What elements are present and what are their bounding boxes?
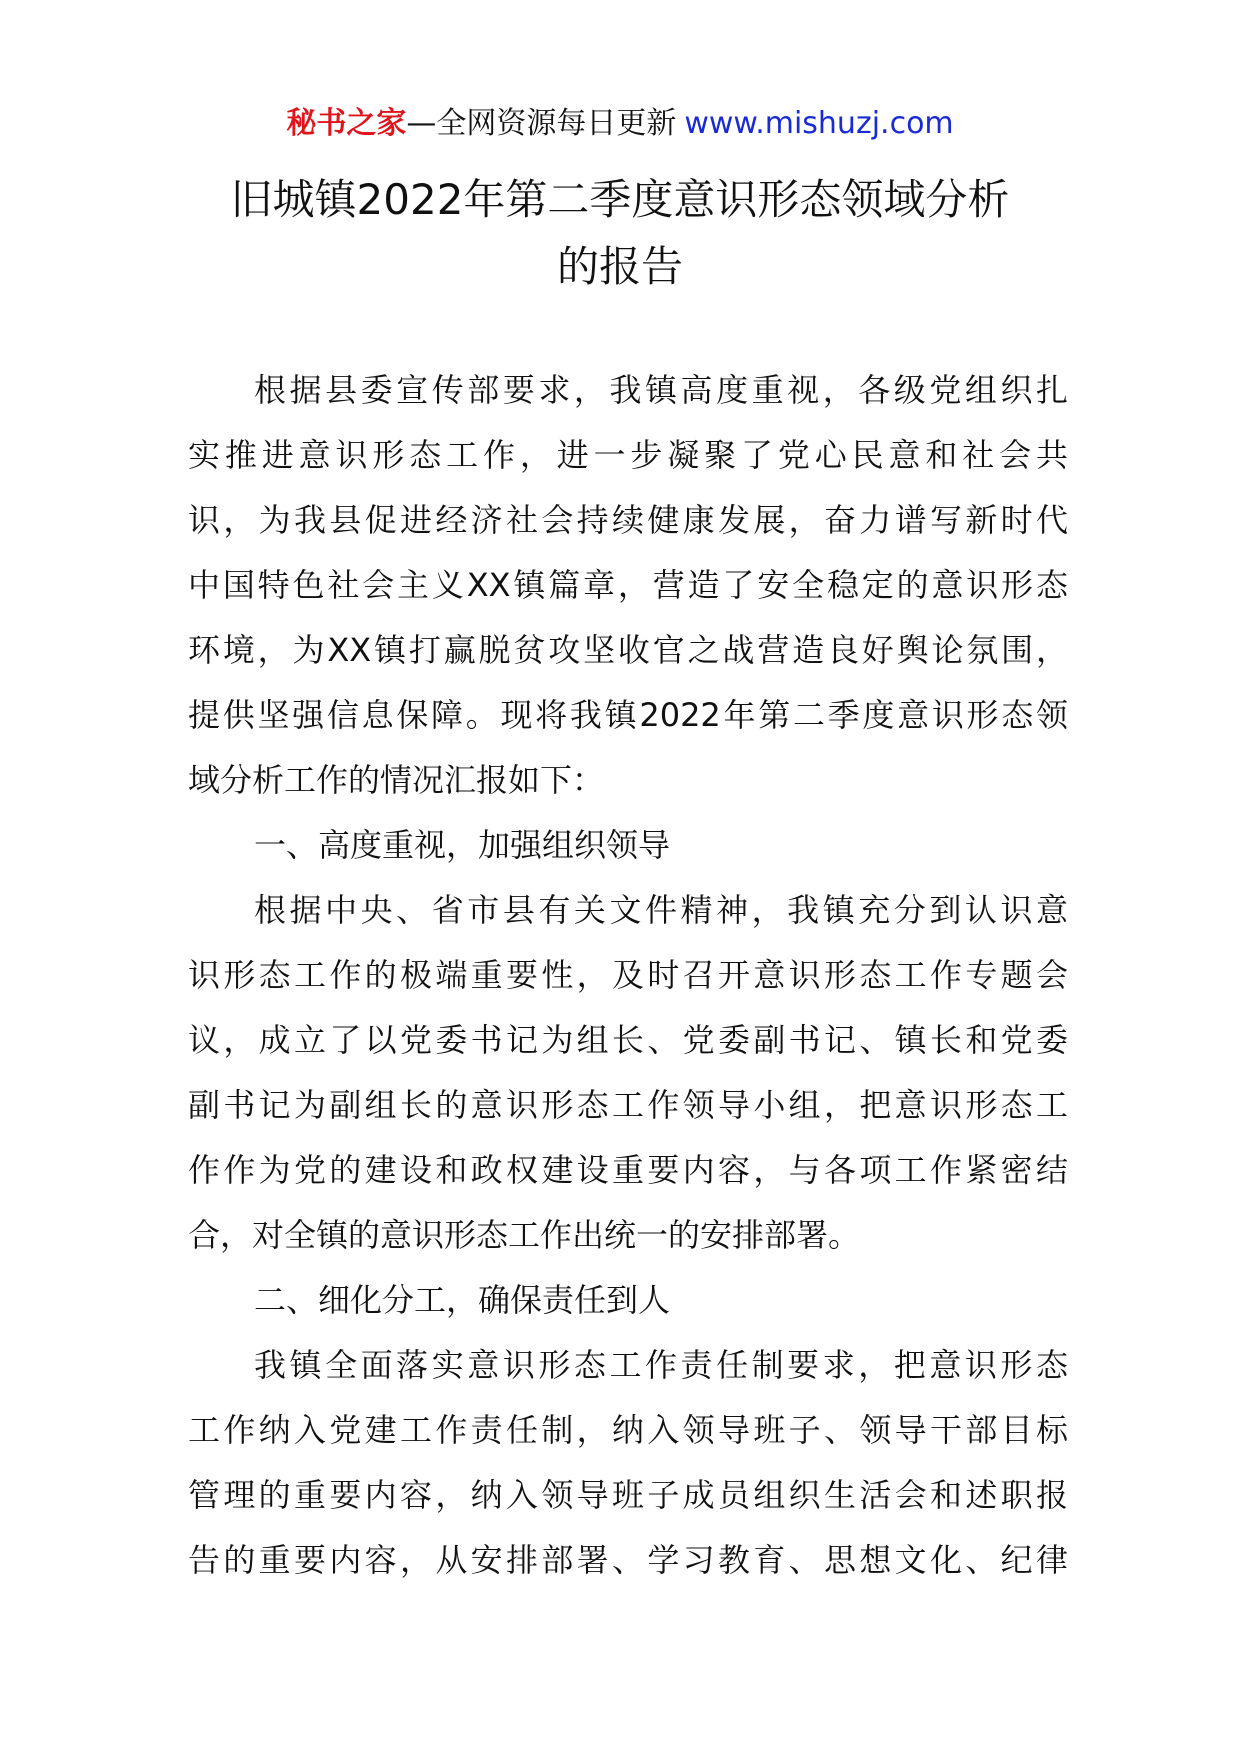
title-line-2: 的报告 xyxy=(556,242,683,291)
paragraph-1-line: 识，为我县促进经济社会持续健康发展，奋力谱写新时代 xyxy=(188,501,1068,539)
paragraph-2-line: 议，成立了以党委书记为组长、党委副书记、镇长和党委 xyxy=(188,1021,1068,1059)
paragraph-2-line: 根据中央、省市县有关文件精神，我镇充分到认识意 xyxy=(254,891,1068,929)
paragraph-3-line: 告的重要内容，从安排部署、学习教育、思想文化、纪律 xyxy=(188,1541,1068,1579)
paragraph-1-line: 根据县委宣传部要求，我镇高度重视，各级党组织扎 xyxy=(254,371,1068,409)
site-url[interactable]: www.mishuzj.com xyxy=(684,106,954,141)
document-title xyxy=(150,166,1090,300)
paragraph-2-line: 合，对全镇的意识形态工作出统一的安排部署。 xyxy=(188,1216,861,1254)
site-header xyxy=(0,104,1240,144)
site-slogan: —全网资源每日更新 xyxy=(406,106,677,141)
paragraph-3-line: 工作纳入党建工作责任制，纳入领导班子、领导干部目标 xyxy=(188,1411,1068,1449)
paragraph-2-line: 作作为党的建设和政权建设重要内容，与各项工作紧密结 xyxy=(188,1151,1068,1189)
section-heading-1: 一、高度重视，加强组织领导 xyxy=(254,826,671,864)
paragraph-3-line: 我镇全面落实意识形态工作责任制要求，把意识形态 xyxy=(254,1346,1068,1384)
paragraph-2-line: 副书记为副组长的意识形态工作领导小组，把意识形态工 xyxy=(188,1086,1068,1124)
site-brand: 秘书之家 xyxy=(286,106,407,141)
paragraph-1-line: 环境，为XX镇打赢脱贫攻坚收官之战营造良好舆论氛围， xyxy=(188,631,1068,669)
paragraph-1-line: 提供坚强信息保障。现将我镇2022年第二季度意识形态领 xyxy=(188,696,1068,734)
paragraph-1-line: 实推进意识形态工作，进一步凝聚了党心民意和社会共 xyxy=(188,436,1068,474)
paragraph-1-line: 中国特色社会主义XX镇篇章，营造了安全稳定的意识形态 xyxy=(188,566,1068,604)
paragraph-3-line: 管理的重要内容，纳入领导班子成员组织生活会和述职报 xyxy=(188,1476,1068,1514)
paragraph-1-line: 域分析工作的情况汇报如下： xyxy=(188,761,605,799)
title-line-1: 旧城镇2022年第二季度意识形态领域分析 xyxy=(230,175,1010,224)
section-heading-2: 二、细化分工，确保责任到人 xyxy=(254,1281,671,1319)
paragraph-2-line: 识形态工作的极端重要性，及时召开意识形态工作专题会 xyxy=(188,956,1068,994)
document-body xyxy=(188,358,1068,1593)
